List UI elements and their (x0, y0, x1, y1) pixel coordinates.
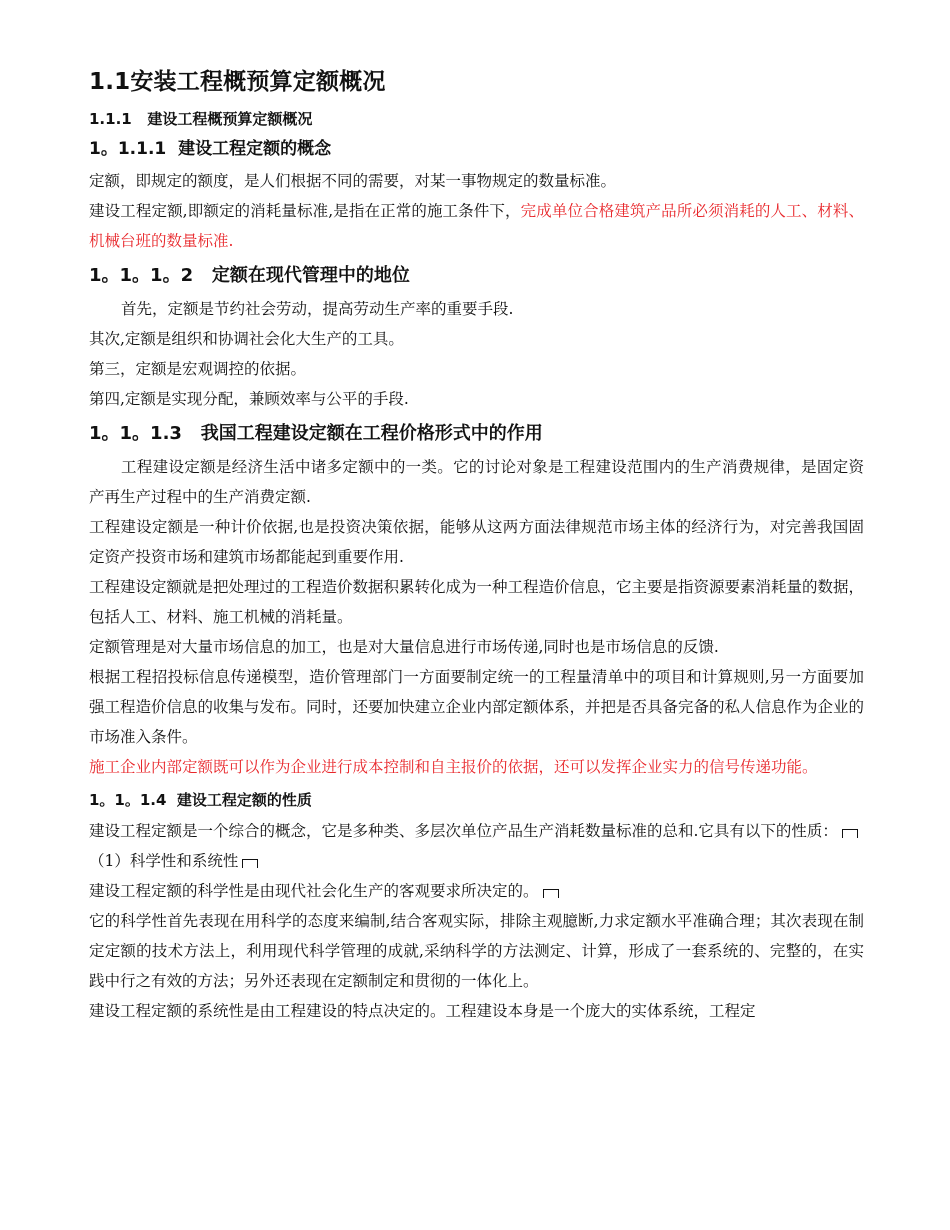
status-paragraph-3: 第三，定额是宏观调控的依据。 (89, 360, 307, 378)
concept-paragraph-2-highlight: 完成单位合格建筑产品所必须消耗的人工、材料、机械台班的数量标准. (89, 202, 864, 250)
role-paragraph-4: 定额管理是对大量市场信息的加工，也是对大量信息进行市场传递,同时也是市场信息的反馈. (89, 638, 719, 656)
concept-paragraph-2-text: 建设工程定额,即额定的消耗量标准,是指在正常的施工条件下， (89, 202, 521, 220)
nature-paragraph-3: 它的科学性首先表现在用科学的态度来编制,结合客观实际，排除主观臆断,力求定额水平准确合理；其次表现在制定定额的技术方法上，利用现代科学管理的成就,采纳科学的方法测定、计算，形成了一套系统的、完整的，在实践中行之有效的方法；另外还表现在定额制定和贯彻的一体化上。 (89, 912, 864, 990)
section-title-1-1-1-1: 1。1.1.1 建设工程定额的概念 (89, 139, 332, 159)
nature-paragraph-2 (89, 876, 864, 906)
paragraph-mark-icon (842, 829, 858, 838)
nature-list-item-1 (89, 846, 864, 876)
role-paragraph-2: 工程建设定额是一种计价依据,也是投资决策依据，能够从这两方面法律规范市场主体的经济行为，对完善我国固定资产投资市场和建筑市场都能起到重要作用. (89, 518, 864, 566)
nature-list-item-1-text: （1）科学性和系统性 (89, 852, 239, 870)
status-paragraph-1: 首先，定额是节约社会劳动，提高劳动生产率的重要手段. (121, 300, 514, 318)
section-title-1-1-1-3: 1。1。1.3 我国工程建设定额在工程价格形式中的作用 (89, 423, 543, 444)
concept-paragraph-1: 定额，即规定的额度，是人们根据不同的需要，对某一事物规定的数量标准。 (89, 172, 617, 190)
paragraph-mark-icon (242, 859, 258, 868)
nature-paragraph-1 (89, 816, 864, 846)
section-title-1-1-1: 1.1.1 建设工程概预算定额概况 (89, 110, 313, 128)
paragraph-mark-icon (543, 889, 559, 898)
role-paragraph-6-highlight: 施工企业内部定额既可以作为企业进行成本控制和自主报价的依据，还可以发挥企业实力的信号传递功能。 (89, 758, 818, 776)
role-paragraph-1: 工程建设定额是经济生活中诸多定额中的一类。它的讨论对象是工程建设范围内的生产消费规律，是固定资产再生产过程中的生产消费定额. (89, 458, 864, 506)
role-paragraph-5: 根据工程招投标信息传递模型，造价管理部门一方面要制定统一的工程量清单中的项目和计算规则,另一方面要加强工程造价信息的收集与发布。同时，还要加快建立企业内部定额体系，并把是否具备完备的私人信息作为企业的市场准入条件。 (89, 668, 865, 746)
section-title-1-1-1-4: 1。1。1.4 建设工程定额的性质 (89, 791, 312, 809)
status-paragraph-4: 第四,定额是实现分配，兼顾效率与公平的手段. (89, 390, 409, 408)
concept-paragraph-2 (89, 196, 864, 256)
section-title-1-1: 1.1安装工程概预算定额概况 (89, 69, 386, 95)
nature-paragraph-2-text: 建设工程定额的科学性是由现代社会化生产的客观要求所决定的。 (89, 882, 539, 900)
nature-paragraph-1-text: 建设工程定额是一个综合的概念，它是多种类、多层次单位产品生产消耗数量标准的总和.它具有以下的性质： (89, 822, 838, 840)
section-title-1-1-1-2: 1。1。1。2 定额在现代管理中的地位 (89, 265, 410, 286)
role-paragraph-3: 工程建设定额就是把处理过的工程造价数据积累转化成为一种工程造价信息，它主要是指资源要素消耗量的数据，包括人工、材料、施工机械的消耗量。 (89, 578, 865, 626)
document-page (89, 58, 864, 1026)
nature-paragraph-4: 建设工程定额的系统性是由工程建设的特点决定的。工程建设本身是一个庞大的实体系统，工程定 (89, 1002, 756, 1020)
status-paragraph-2: 其次,定额是组织和协调社会化大生产的工具。 (89, 330, 404, 348)
